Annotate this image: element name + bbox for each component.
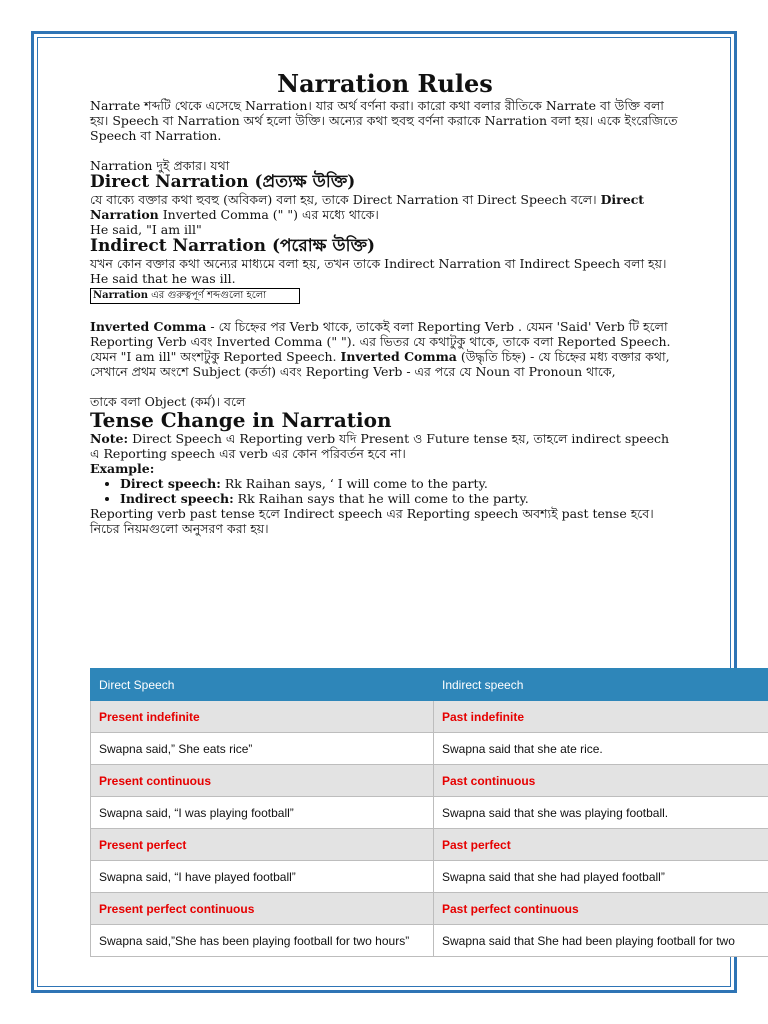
table-cell: Swapna said,”She has been playing football for two hours”: [91, 925, 434, 957]
terms-paragraph: Inverted Comma - যে চিহ্নের পর Verb থাকে, তাকেই বলা Reporting Verb . যেমন 'Said' Verb টি হলো Reporting Verb এবং Inverted Comma (" "). এর ভিতর যে কথাটুকু থাকে, তাকে বলা Reported Speech. যেমন "I am ill" অংশটুকু Reported Speech. Inverted Comma (উদ্ধৃতি চিহ্ন) - যে চিহ্নের মধ্য বক্তার কথা, সেখানে প্রথম অংশে Subject (কর্তা) এবং Reporting Verb - এর পরে যে Noun বা Pronoun থাকে,: [90, 319, 671, 379]
table-cell: Present perfect: [91, 829, 434, 861]
table-row: [91, 733, 768, 765]
table-cell: Present indefinite: [91, 701, 434, 733]
table-cell: Past perfect: [434, 829, 768, 861]
table-row: [91, 893, 768, 925]
table-cell: Present perfect continuous: [91, 893, 434, 925]
table-row: [91, 701, 768, 733]
indirect-narration-example: He said that he was ill.: [90, 271, 236, 286]
table-cell: Present continuous: [91, 765, 434, 797]
rules-line: নিচের নিয়মগুলো অনুসরণ করা হয়।: [90, 521, 269, 536]
document-body: [90, 70, 680, 536]
table-cell: Swapna said that She had been playing football for two: [434, 925, 768, 957]
direct-narration-example: He said, "I am ill": [90, 222, 202, 237]
example-label: Example:: [90, 461, 155, 476]
table-cell: Swapna said that she was playing football.: [434, 797, 768, 829]
table-header-cell: Indirect speech: [434, 669, 768, 701]
table-cell: Past continuous: [434, 765, 768, 797]
indirect-narration-definition: যখন কোন বক্তার কথা অন্যের মাধ্যমে বলা হয়, তখন তাকে Indirect Narration বা Indirect Speech বলা হয়।: [90, 256, 667, 271]
table-cell: Past indefinite: [434, 701, 768, 733]
list-item: • Direct speech: Rk Raihan says, ‘ I will come to the party.: [120, 476, 680, 491]
table-cell: Past perfect continuous: [434, 893, 768, 925]
table-header-cell: Direct Speech: [91, 669, 434, 701]
direct-narration-heading: Direct Narration (প্রত্যক্ষ উক্তি): [90, 172, 356, 192]
table-header-row: [91, 669, 768, 701]
tense-note: Note: Direct Speech এ Reporting verb যদি Present ও Future tense হয়, তাহলে indirect speech এ Reporting speech এর verb এর কোন পরিবর্তন হবে না।: [90, 431, 670, 461]
important-words-box: Narration এর গুরুত্বপূর্ণ শব্দগুলো হলো: [90, 288, 300, 304]
object-line: তাকে বলা Object (কর্ম)। বলে: [90, 394, 246, 409]
table-cell: Swapna said that she ate rice.: [434, 733, 768, 765]
table-row: [91, 925, 768, 957]
past-tense-line: Reporting verb past tense হলে Indirect speech এর Reporting speech অবশ্যই past tense হবে।: [90, 506, 654, 521]
table-cell: Swapna said, “I was playing football”: [91, 797, 434, 829]
page-title: Narration Rules: [277, 69, 493, 98]
indirect-narration-heading: Indirect Narration (পরোক্ষ উক্তি): [90, 236, 376, 256]
table-row: [91, 829, 768, 861]
list-item: • Indirect speech: Rk Raihan says that he will come to the party.: [120, 491, 680, 506]
table-row: [91, 861, 768, 893]
table-row: [91, 797, 768, 829]
table-cell: Swapna said, “I have played football”: [91, 861, 434, 893]
table-row: [91, 765, 768, 797]
direct-narration-definition: যে বাক্যে বক্তার কথা হুবহু (অবিকল) বলা হয়, তাকে Direct Narration বা Direct Speech বলে। Direct Narration Inverted Comma (" ") এর মধ্যে থাকে।: [90, 192, 645, 222]
intro-paragraph: Narrate শব্দটি থেকে এসেছে Narration। যার অর্থ বর্ণনা করা। কারো কথা বলার রীতিকে Narrate বা উক্তি বলা হয়। Speech বা Narration অর্থ হলো উক্তি। অন্যের কথা হুবহু বর্ণনা করাকে Narration বলা হয়। একে ইংরেজিতে Speech বা Narration.: [90, 98, 678, 143]
table-cell: Swapna said,” She eats rice”: [91, 733, 434, 765]
tense-change-table: [90, 668, 768, 957]
tense-change-heading: Tense Change in Narration: [90, 408, 392, 432]
types-line: Narration দুই প্রকার। যথা: [90, 158, 230, 173]
table-cell: Swapna said that she had played football”: [434, 861, 768, 893]
example-list: [90, 476, 680, 506]
